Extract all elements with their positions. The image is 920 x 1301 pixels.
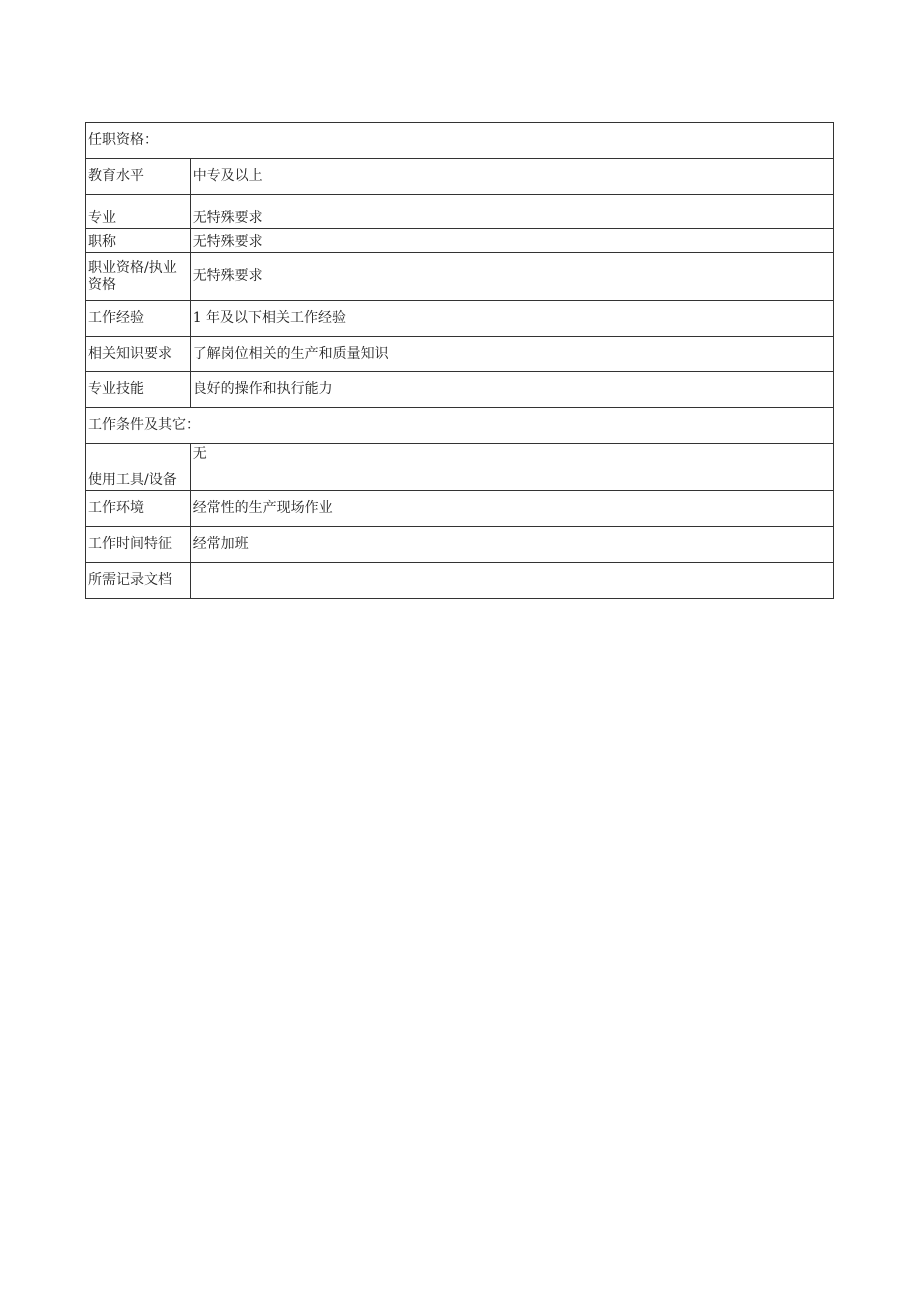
hours-value: 经常加班 xyxy=(190,527,833,563)
table-row-hours xyxy=(86,527,834,563)
section-title-qualifications: 任职资格： xyxy=(86,123,834,159)
table-row-tools xyxy=(86,444,834,491)
table-row-environment xyxy=(86,491,834,527)
title-value: 无特殊要求 xyxy=(190,229,833,253)
environment-label: 工作环境 xyxy=(86,491,191,527)
table-row-skills xyxy=(86,372,834,408)
environment-value: 经常性的生产现场作业 xyxy=(190,491,833,527)
section-title-conditions: 工作条件及其它： xyxy=(86,408,834,444)
table-row-title xyxy=(86,229,834,253)
education-label: 教育水平 xyxy=(86,159,191,195)
experience-label: 工作经验 xyxy=(86,301,191,337)
table-row-education xyxy=(86,159,834,195)
table-row-major xyxy=(86,195,834,229)
table-row-knowledge xyxy=(86,337,834,372)
certification-value: 无特殊要求 xyxy=(190,253,833,301)
knowledge-value: 了解岗位相关的生产和质量知识 xyxy=(190,337,833,372)
experience-value: 1 年及以下相关工作经验 xyxy=(190,301,833,337)
certification-label: 职业资格/执业资格 xyxy=(86,253,191,301)
table-row-records xyxy=(86,563,834,599)
major-label: 专业 xyxy=(86,195,191,229)
records-value xyxy=(190,563,833,599)
education-value: 中专及以上 xyxy=(190,159,833,195)
job-requirements-table xyxy=(85,122,834,599)
knowledge-label: 相关知识要求 xyxy=(86,337,191,372)
records-label: 所需记录文档 xyxy=(86,563,191,599)
section-row-conditions xyxy=(86,408,834,444)
skills-value: 良好的操作和执行能力 xyxy=(190,372,833,408)
tools-label: 使用工具/设备 xyxy=(86,444,191,491)
table-row-experience xyxy=(86,301,834,337)
tools-value: 无 xyxy=(190,444,833,491)
hours-label: 工作时间特征 xyxy=(86,527,191,563)
title-label: 职称 xyxy=(86,229,191,253)
table-row-certification xyxy=(86,253,834,301)
major-value: 无特殊要求 xyxy=(190,195,833,229)
section-row-qualifications xyxy=(86,123,834,159)
skills-label: 专业技能 xyxy=(86,372,191,408)
